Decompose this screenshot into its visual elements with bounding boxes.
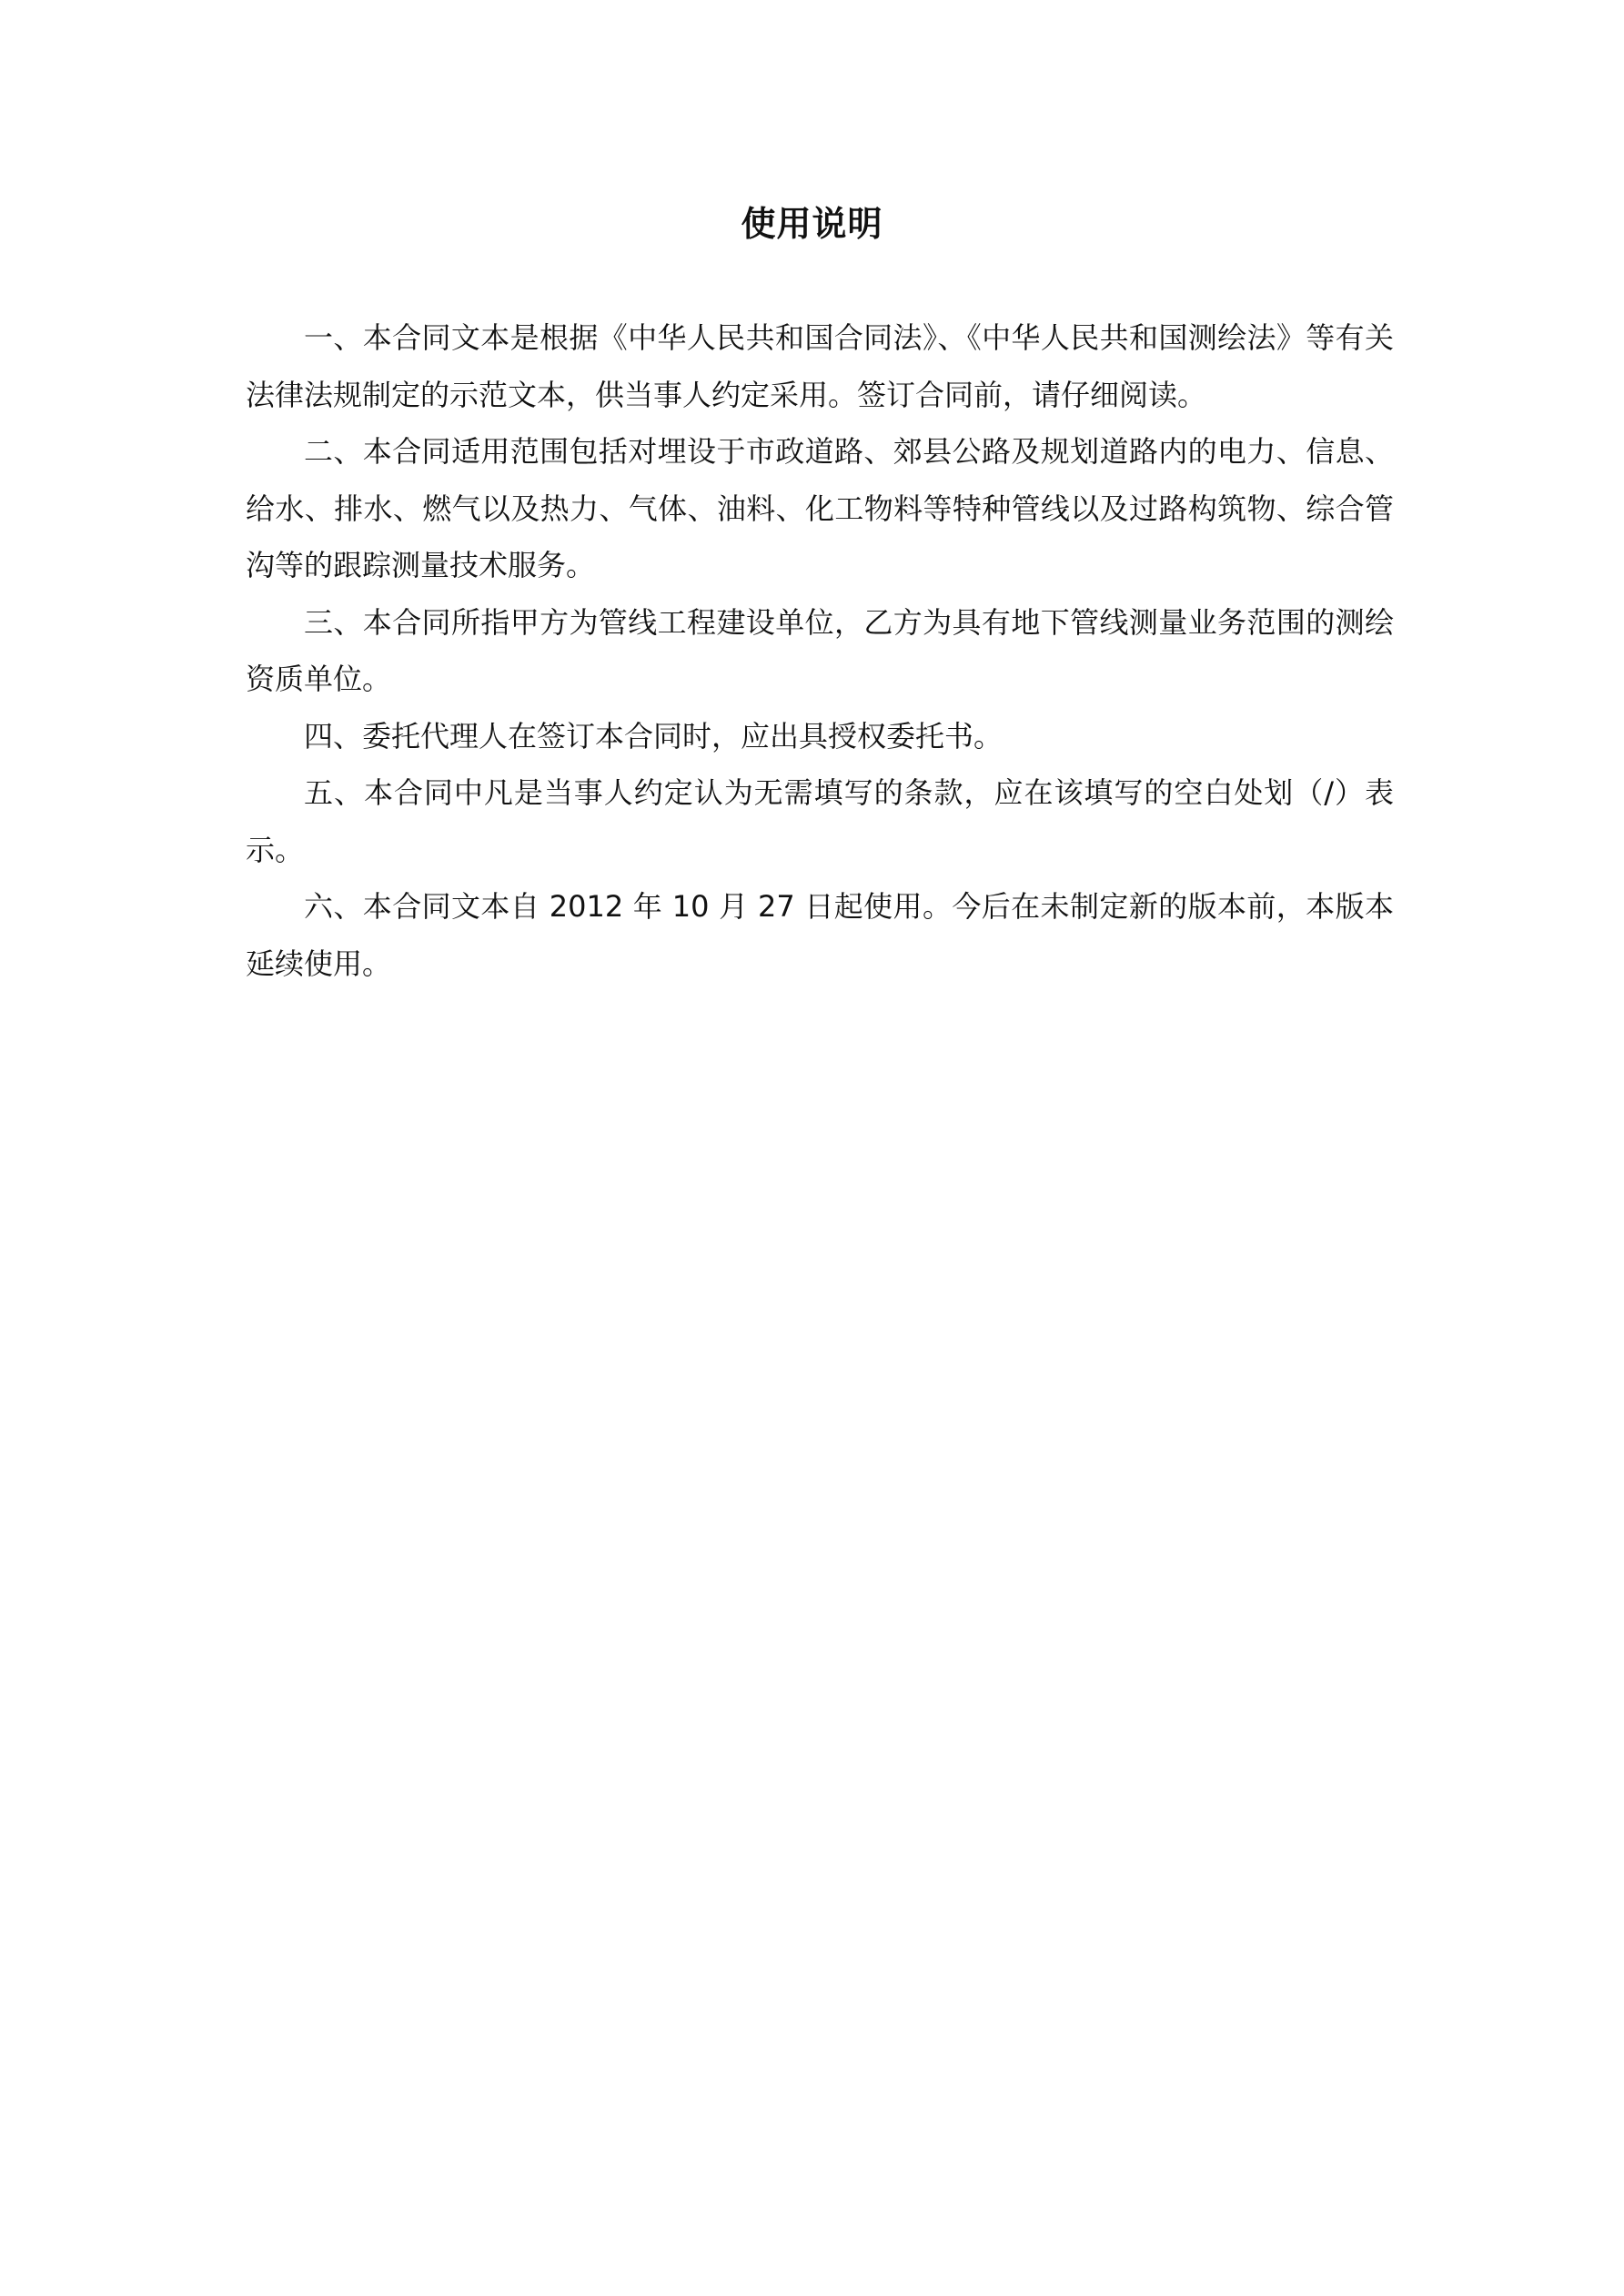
instructions-body <box>246 309 1394 992</box>
instruction-paragraph-4: 四、委托代理人在签订本合同时，应出具授权委托书。 <box>304 718 1004 754</box>
instruction-paragraph-1: 一、本合同文本是根据《中华人民共和国合同法》、《中华人民共和国测绘法》等有关法律法规制定的示范文本，供当事人约定采用。签订合同前，请仔细阅读。 <box>246 320 1394 412</box>
instruction-paragraph-5: 五、本合同中凡是当事人约定认为无需填写的条款，应在该填写的空白处划（/）表示。 <box>246 775 1394 867</box>
page-title: 使用说明 <box>741 204 883 244</box>
instruction-paragraph-6: 六、本合同文本自 2012 年 10 月 27 日起使用。今后在未制定新的版本前，本版本延续使用。 <box>246 889 1394 981</box>
instruction-paragraph-3: 三、本合同所指甲方为管线工程建设单位，乙方为具有地下管线测量业务范围的测绘资质单位。 <box>246 604 1394 696</box>
instruction-paragraph-2: 二、本合同适用范围包括对埋设于市政道路、郊县公路及规划道路内的电力、信息、给水、排水、燃气以及热力、气体、油料、化工物料等特种管线以及过路构筑物、综合管沟等的跟踪测量技术服务。 <box>246 434 1394 582</box>
